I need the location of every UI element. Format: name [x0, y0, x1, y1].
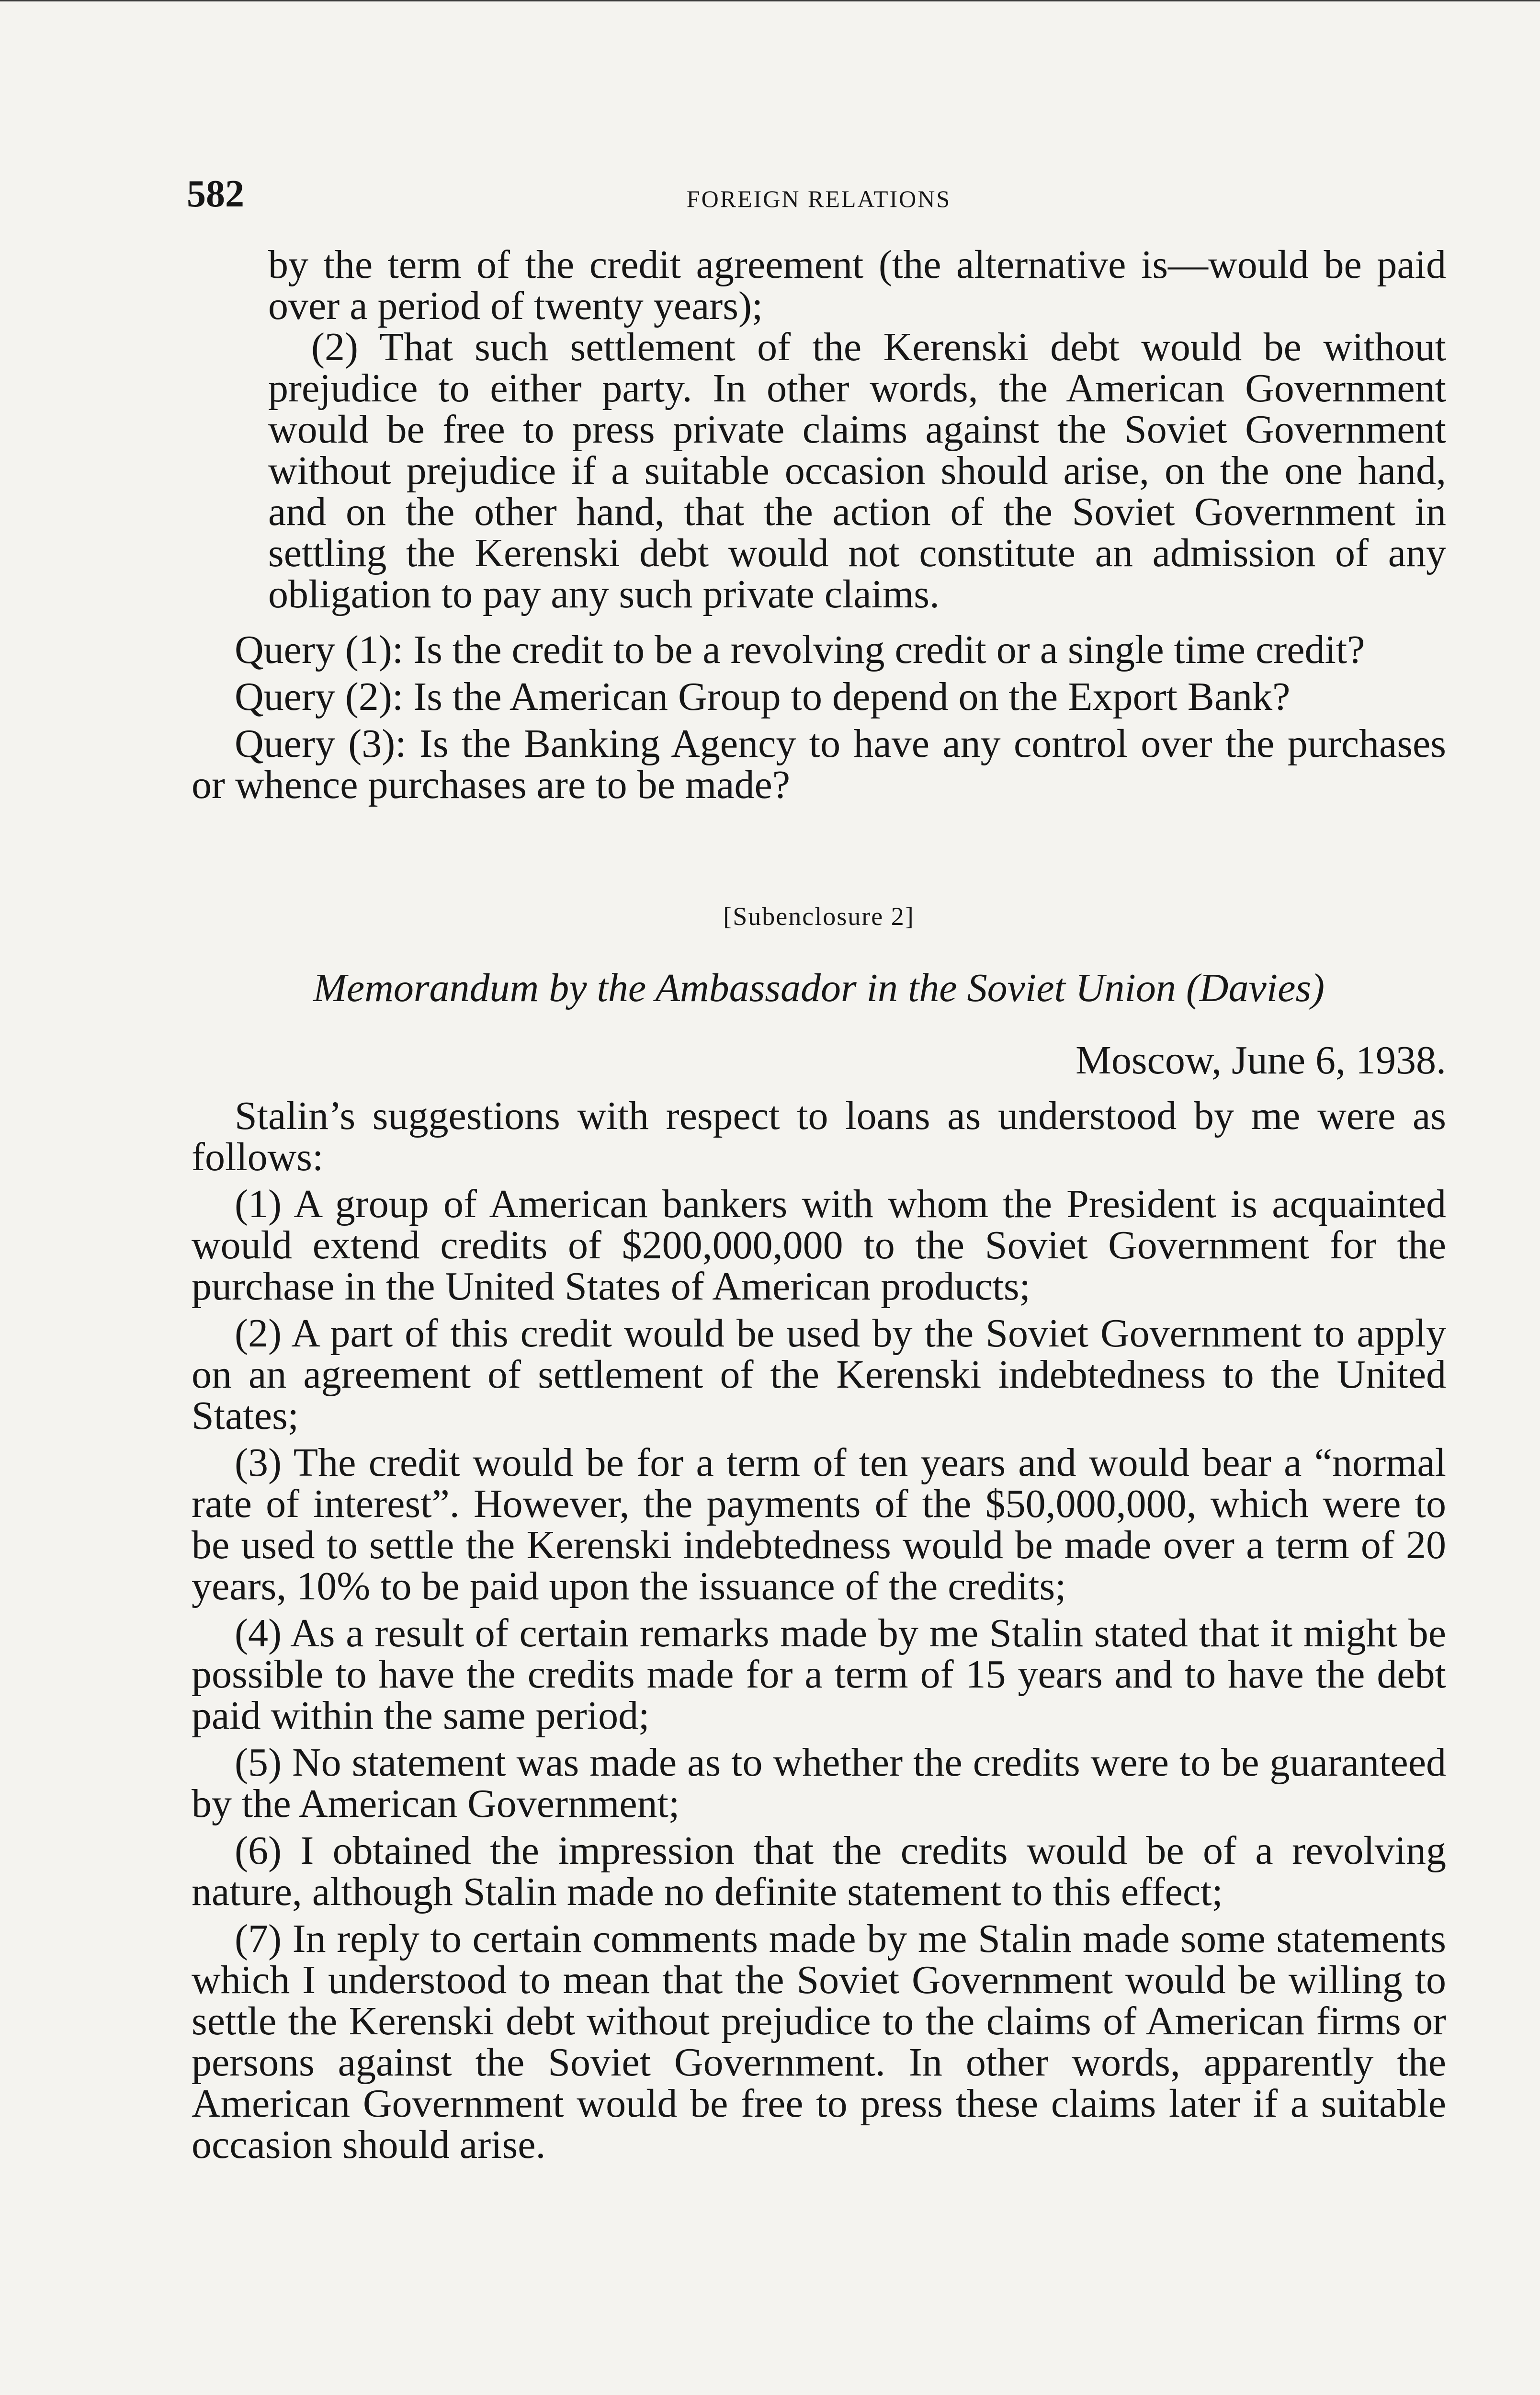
memo-item: (4) As a result of certain remarks made by me Stalin stated that it might be possible to have the credits made for a term of 15 years and to have the debt paid within the same period; [192, 1611, 1446, 1738]
memo-item: (5) No statement was made as to whether the credits were to be guaranteed by the American Government; [192, 1740, 1446, 1826]
memo-item: (7) In reply to certain comments made by me Stalin made some statements which I understood to mean that the Soviet Government would be willing to settle the Kerenski debt without prejudice to the claims of American firms or persons against the Soviet Government. In other words, apparently the American Government would be free to press these claims later if a suitable occasion should arise. [192, 1916, 1446, 2167]
dateline: Moscow, June 6, 1938. [1076, 1038, 1446, 1083]
memo-item: (3) The credit would be for a term of ten years and would bear a “normal rate of interest”. However, the payments of the $50,000,000, which were to be used to settle the Kerenski indebtedness would be made over a term of 20 years, 10% to be paid upon the issuance of the credits; [192, 1440, 1446, 1608]
memo-intro: Stalin’s suggestions with respect to loans as understood by me were as follows: [192, 1094, 1446, 1179]
query-paragraph: Query (2): Is the American Group to depend on the Export Bank? [235, 674, 1291, 719]
query-paragraph: Query (1): Is the credit to be a revolving credit or a single time credit? [235, 627, 1365, 672]
continuation-paragraph: (2) That such settlement of the Kerenski debt would be without prejudice to either party. In other words, the American Government would be free to press private claims against the Soviet Government without prejudice if a suitable occasion should arise, on the one hand, and on the other hand, that the action of the Soviet Government in settling the Kerenski debt would not constitute an admission of any obligation to pay any such private claims. [268, 325, 1446, 616]
query-paragraph: Query (3): Is the Banking Agency to have any control over the purchases or whence purchases are to be made? [192, 721, 1446, 807]
continuation-paragraph: by the term of the credit agreement (the alternative is—would be paid over a period of twenty years); [268, 242, 1446, 328]
memo-item: (6) I obtained the impression that the credits would be of a revolving nature, although Stalin made no definite statement to this effect; [192, 1828, 1446, 1914]
page-top-edge [0, 0, 1540, 1]
memo-title: Memorandum by the Ambassador in the Soviet Union (Davies) [313, 966, 1325, 1010]
running-head: FOREIGN RELATIONS [686, 185, 951, 212]
memo-item: (2) A part of this credit would be used by the Soviet Government to apply on an agreement of settlement of the Kerenski indebtedness to the United States; [192, 1311, 1446, 1438]
page-header [187, 172, 1446, 230]
page-number: 582 [187, 173, 244, 215]
memo-item: (1) A group of American bankers with whom the President is acquainted would extend credits of $200,000,000 to the Soviet Government for the purchase in the United States of American products; [192, 1182, 1446, 1309]
subenclosure-label: [Subenclosure 2] [723, 902, 915, 931]
document-page [187, 172, 1446, 2167]
